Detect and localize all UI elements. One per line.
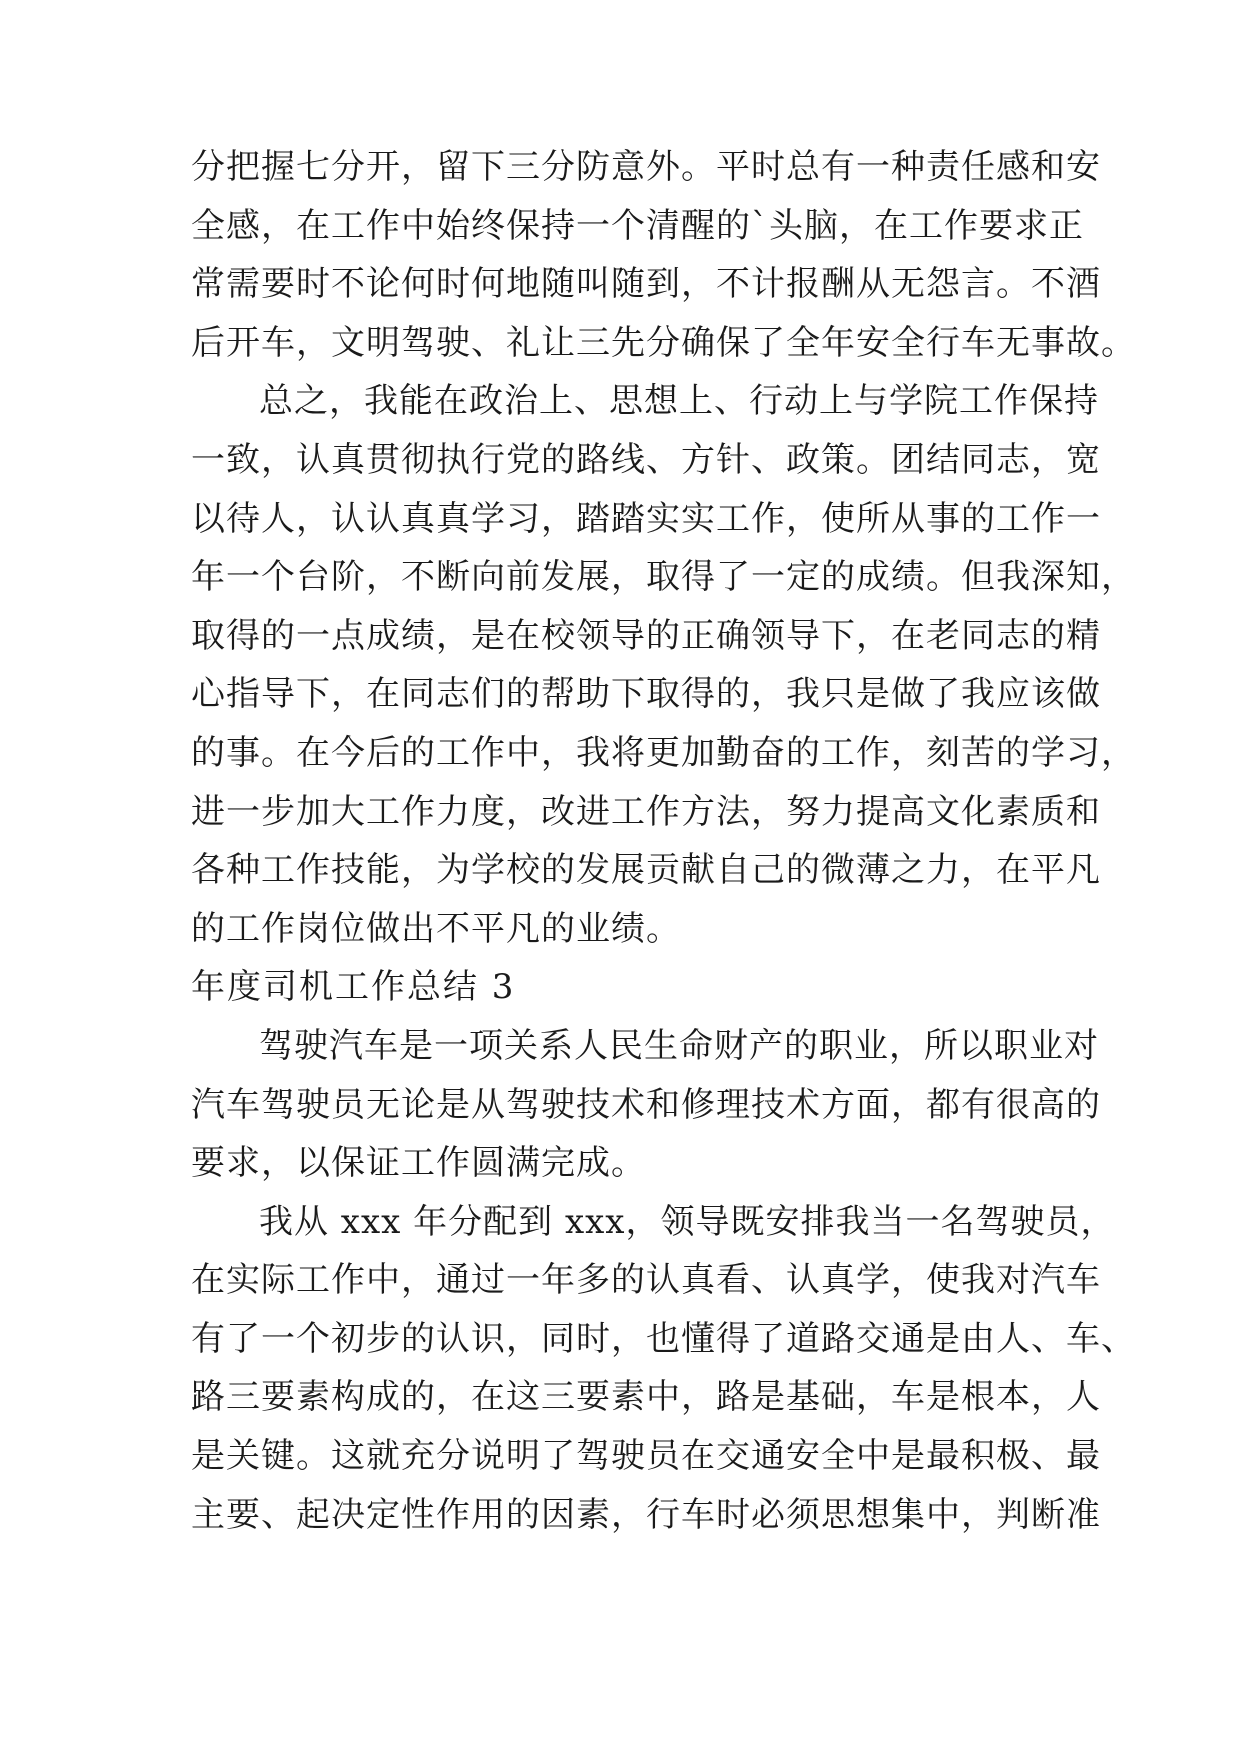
text-line: 的工作岗位做出不平凡的业绩。 [191,908,681,949]
paragraph-continued [191,138,1136,372]
text-line: 总之，我能在政治上、思想上、行动上与学院工作保持 [259,381,1099,422]
paragraph-experience [191,1193,1136,1545]
text-line: 以待人，认认真真学习，踏踏实实工作，使所从事的工作一 [191,498,1101,539]
paragraph-summary [191,372,1136,958]
text-line: 各种工作技能，为学校的发展贡献自己的微薄之力，在平凡 [191,850,1101,891]
text-line: 路三要素构成的，在这三要素中，路是基础，车是根本，人 [191,1377,1101,1418]
text-line: 年一个台阶，不断向前发展，取得了一定的成绩。但我深知， [191,557,1136,598]
text-line: 有了一个初步的认识，同时，也懂得了道路交通是由人、车、 [191,1318,1136,1359]
text-line: 全感，在工作中始终保持一个清醒的`头脑，在工作要求正 [191,205,1084,246]
text-line: 一致，认真贯彻执行党的路线、方针、政策。团结同志，宽 [191,439,1101,480]
text-line: 在实际工作中，通过一年多的认真看、认真学，使我对汽车 [191,1260,1101,1301]
paragraph-intro [191,1017,1101,1193]
text-line: 后开车，文明驾驶、礼让三先分确保了全年安全行车无事故。 [191,322,1136,363]
text-line: 要求，以保证工作圆满完成。 [191,1143,646,1184]
text-line: 分把握七分开，留下三分防意外。平时总有一种责任感和安 [191,147,1101,187]
text-line: 我从 xxx 年分配到 xxx，领导既安排我当一名驾驶员， [259,1201,1116,1242]
text-line: 进一步加大工作力度，改进工作方法，努力提高文化素质和 [191,791,1101,832]
text-line: 的事。在今后的工作中，我将更加勤奋的工作，刻苦的学习， [191,732,1136,773]
section-heading: 年度司机工作总结 3 [191,967,516,1008]
text-line: 主要、起决定性作用的因素，行车时必须思想集中，判断准 [191,1494,1101,1535]
text-line: 汽车驾驶员无论是从驾驶技术和修理技术方面，都有很高的 [191,1084,1101,1125]
document-body [191,138,1136,1544]
text-line: 心指导下，在同志们的帮助下取得的，我只是做了我应该做 [191,674,1101,715]
text-line: 是关键。这就充分说明了驾驶员在交通安全中是最积极、最 [191,1436,1101,1477]
text-line: 驾驶汽车是一项关系人民生命财产的职业，所以职业对 [259,1025,1099,1066]
text-line: 取得的一点成绩，是在校领导的正确领导下，在老同志的精 [191,615,1101,656]
text-line: 常需要时不论何时何地随叫随到，不计报酬从无怨言。不酒 [191,264,1101,305]
